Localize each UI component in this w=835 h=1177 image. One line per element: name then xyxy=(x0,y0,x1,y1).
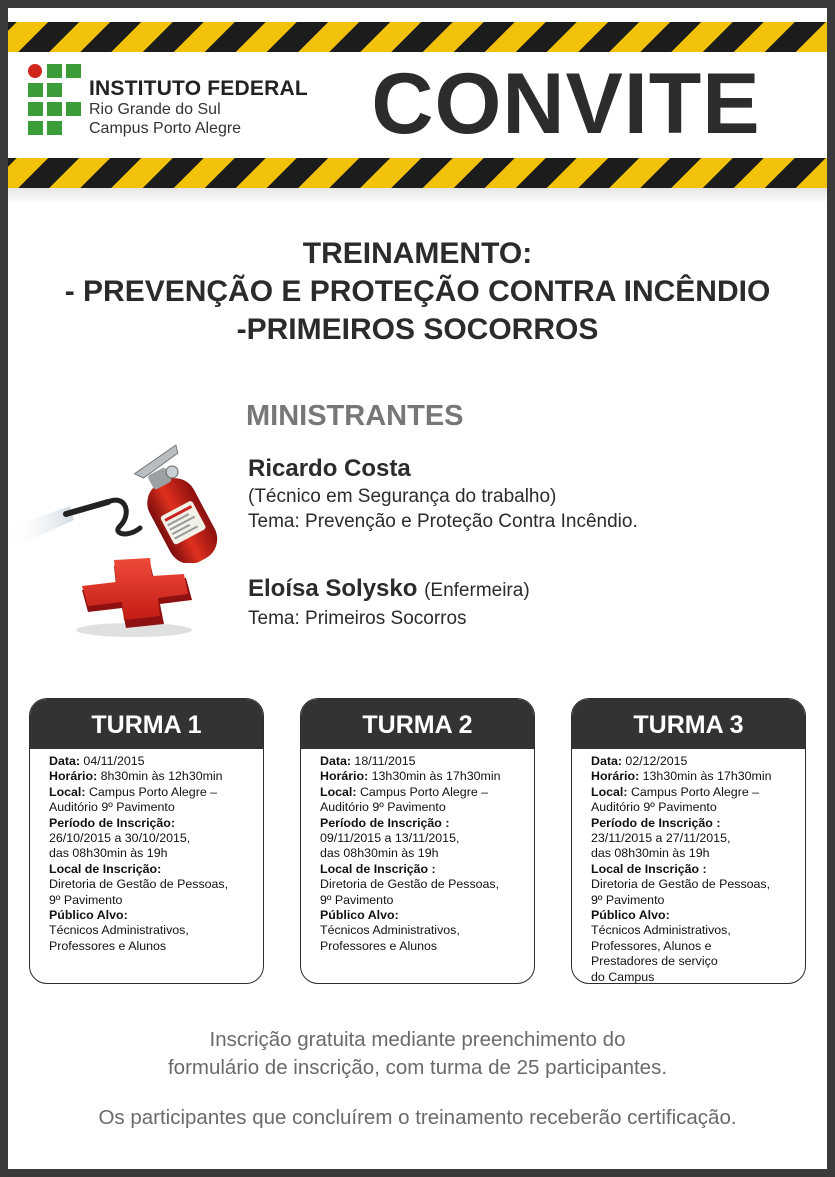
poster-title: CONVITE xyxy=(371,56,761,152)
turma-1-periodo-label: Período de Inscrição: xyxy=(49,815,176,830)
ministrantes-heading: MINISTRANTES xyxy=(246,400,464,432)
turma-1-data: 04/11/2015 xyxy=(79,754,145,768)
turma-2-publico: Técnicos Administrativos, xyxy=(320,923,460,938)
turma-1-local-inscricao: Diretoria de Gestão de Pessoas, xyxy=(49,877,229,892)
turma-2-local: Campus Porto Alegre – xyxy=(356,784,489,799)
turma-2-title: TURMA 2 xyxy=(301,699,534,749)
institution-campus: Campus Porto Alegre xyxy=(89,120,242,137)
footer-registration-note: Inscrição gratuita mediante preenchimento do formulário de inscrição, com turma de 25 participantes. xyxy=(167,1028,668,1079)
turma-1-local: Campus Porto Alegre – xyxy=(85,784,218,799)
turma-1-periodo: 26/10/2015 a 30/10/2015, xyxy=(49,831,191,846)
turma-2-periodo: 09/11/2015 a 13/11/2015, xyxy=(320,831,460,846)
header-shadow xyxy=(8,188,827,204)
fire-extinguisher-icon xyxy=(8,428,223,563)
turma-3-periodo: 23/11/2015 a 27/11/2015, xyxy=(591,831,731,846)
turma-3-data: 02/12/2015 xyxy=(621,754,688,768)
training-title xyxy=(8,235,827,349)
turma-2-periodo-label: Período de Inscrição : xyxy=(320,815,450,830)
footer-certification-note: Os participantes que concluírem o treinamento receberão certificação. xyxy=(98,1106,737,1129)
speaker-2-role: (Enfermeira) xyxy=(424,580,530,601)
turma-2-horario: 13h30min às 17h30min xyxy=(368,769,501,784)
speaker-1-tema: Tema: Prevenção e Proteção Contra Incêndio. xyxy=(248,511,638,532)
speaker-2-tema: Tema: Primeiros Socorros xyxy=(248,608,467,629)
speaker-1-name: Ricardo Costa xyxy=(248,455,411,482)
institution-region: Rio Grande do Sul xyxy=(89,101,221,118)
speaker-2-name: Eloísa Solysko xyxy=(248,575,418,602)
turma-card-2: TURMA 2 Data: 18/11/2015 Horário: 13h30min às 17h30min Local: Campus Porto Alegre – Auditório 9º Pavimento Período de Inscrição : 09/11/2015 a 13/11/2015, das 08h30min às 19h Local de Inscrição : Diretoria de Gestão de Pessoas, 9º Pavimento Público Alvo: Técnicos Administrativos, Professores e Alunos xyxy=(300,698,535,984)
speaker-ricardo xyxy=(248,454,638,534)
hazard-stripe-top xyxy=(8,22,827,52)
turma-1-title: TURMA 1 xyxy=(30,699,263,749)
speaker-1-role: (Técnico em Segurança do trabalho) xyxy=(248,486,557,507)
turma-3-periodo-label: Período de Inscrição : xyxy=(591,815,721,830)
hazard-stripe-bottom xyxy=(8,158,827,188)
logo-grid-icon xyxy=(28,64,80,136)
speaker-eloisa xyxy=(248,574,530,631)
training-title-line-3: -PRIMEIROS SOCORROS xyxy=(236,313,599,346)
turma-3-local: Campus Porto Alegre – xyxy=(627,784,760,799)
training-title-line-1: TREINAMENTO: xyxy=(302,237,533,270)
turma-3-title: TURMA 3 xyxy=(572,699,805,749)
turma-card-3: TURMA 3 Data: 02/12/2015 Horário: 13h30min às 17h30min Local: Campus Porto Alegre – Auditório 9º Pavimento Período de Inscrição : 23/11/2015 a 27/11/2015, das 08h30min às 19h Local de Inscrição : Diretoria de Gestão de Pessoas, 9º Pavimento Público Alvo: Técnicos Administrativos, Professores, Alunos e Prestadores de serviço do Campus xyxy=(571,698,806,984)
turma-3-publico: Técnicos Administrativos, xyxy=(591,923,731,938)
turma-2-data: 18/11/2015 xyxy=(350,754,416,768)
turma-3-horario: 13h30min às 17h30min xyxy=(639,769,772,784)
invitation-poster xyxy=(8,8,827,1169)
first-aid-cross-icon xyxy=(74,558,204,638)
institution-name: INSTITUTO FEDERAL xyxy=(89,77,308,100)
turma-card-1: TURMA 1 Data: 04/11/2015 Horário: 8h30min às 12h30min Local: Campus Porto Alegre – Auditório 9º Pavimento Período de Inscrição: 26/10/2015 a 30/10/2015, das 08h30min às 19h Local de Inscrição: Diretoria de Gestão de Pessoas, 9º Pavimento Público Alvo: Técnicos Administrativos, Professores e Alunos xyxy=(29,698,264,984)
training-title-line-2: - PREVENÇÃO E PROTEÇÃO CONTRA INCÊNDIO xyxy=(64,275,771,308)
turma-2-local-inscricao: Diretoria de Gestão de Pessoas, xyxy=(320,877,500,892)
turma-1-publico: Técnicos Administrativos, xyxy=(49,923,189,938)
turma-1-horario: 8h30min às 12h30min xyxy=(97,769,223,784)
turma-3-local-inscricao: Diretoria de Gestão de Pessoas, xyxy=(591,877,771,892)
